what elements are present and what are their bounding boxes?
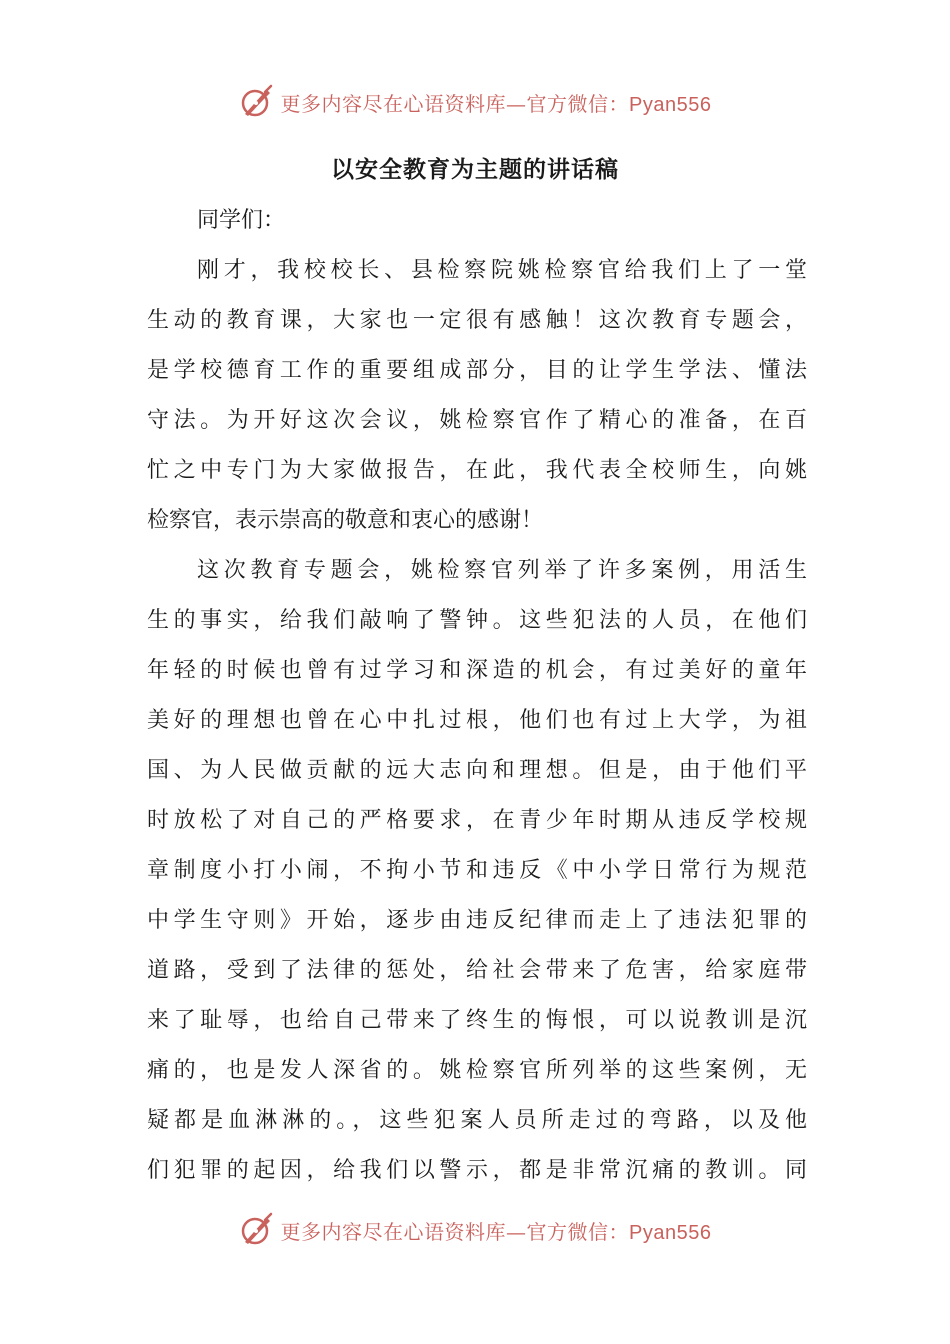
text-line: 国、为人民做贡献的远大志向和理想。但是，由于他们平: [147, 758, 807, 783]
document-body: [147, 196, 807, 1196]
text-line: 这次教育专题会，姚检察官列举了许多案例，用活生: [197, 558, 807, 583]
text-line: 生的事实，给我们敲响了警钟。这些犯法的人员，在他们: [147, 608, 807, 633]
text-line: 刚才，我校校长、县检察院姚检察官给我们上了一堂: [197, 258, 807, 283]
text-line: 是学校德育工作的重要组成部分，目的让学生学法、懂法: [147, 358, 807, 383]
footer-banner: [0, 1210, 950, 1250]
text-line: 年轻的时候也曾有过学习和深造的机会，有过美好的童年: [147, 658, 807, 683]
header-banner: [0, 82, 950, 122]
text-line: 同学们：: [197, 208, 286, 233]
text-line: 美好的理想也曾在心中扎过根，他们也有过上大学，为祖: [147, 708, 807, 733]
text-line: 章制度小打小闹，不拘小节和违反《中小学日常行为规范: [147, 858, 807, 883]
text-line: 道路，受到了法律的惩处，给社会带来了危害，给家庭带: [147, 958, 807, 983]
text-line: 疑都是血淋淋的。，这些犯案人员所走过的弯路，以及他: [147, 1108, 807, 1133]
banner-wechat-id: Pyan556: [629, 93, 712, 116]
pen-nib-logo-icon: [239, 1212, 275, 1248]
banner-wechat-id: Pyan556: [629, 1221, 712, 1244]
banner-text: 更多内容尽在心语资料库—官方微信：Pyan556: [280, 1219, 712, 1244]
text-line: 忙之中专门为大家做报告，在此，我代表全校师生，向姚: [147, 458, 807, 483]
text-line: 中学生守则》开始，逐步由违反纪律而走上了违法犯罪的: [147, 908, 807, 933]
text-line: 痛的，也是发人深省的。姚检察官所列举的这些案例，无: [147, 1058, 807, 1083]
pen-nib-logo-icon: [239, 84, 275, 120]
document-title: 以安全教育为主题的讲话稿: [331, 156, 619, 183]
text-line: 们犯罪的起因，给我们以警示，都是非常沉痛的教训。同: [147, 1158, 807, 1183]
text-line: 检察官，表示崇高的敬意和衷心的感谢！: [147, 508, 544, 533]
text-line: 守法。为开好这次会议，姚检察官作了精心的准备，在百: [147, 408, 807, 433]
text-line: 时放松了对自己的严格要求，在青少年时期从违反学校规: [147, 808, 807, 833]
banner-text: 更多内容尽在心语资料库—官方微信：Pyan556: [280, 91, 712, 116]
text-line: 来了耻辱，也给自己带来了终生的悔恨，可以说教训是沉: [147, 1008, 807, 1033]
text-line: 生动的教育课，大家也一定很有感触！这次教育专题会，: [147, 308, 807, 333]
